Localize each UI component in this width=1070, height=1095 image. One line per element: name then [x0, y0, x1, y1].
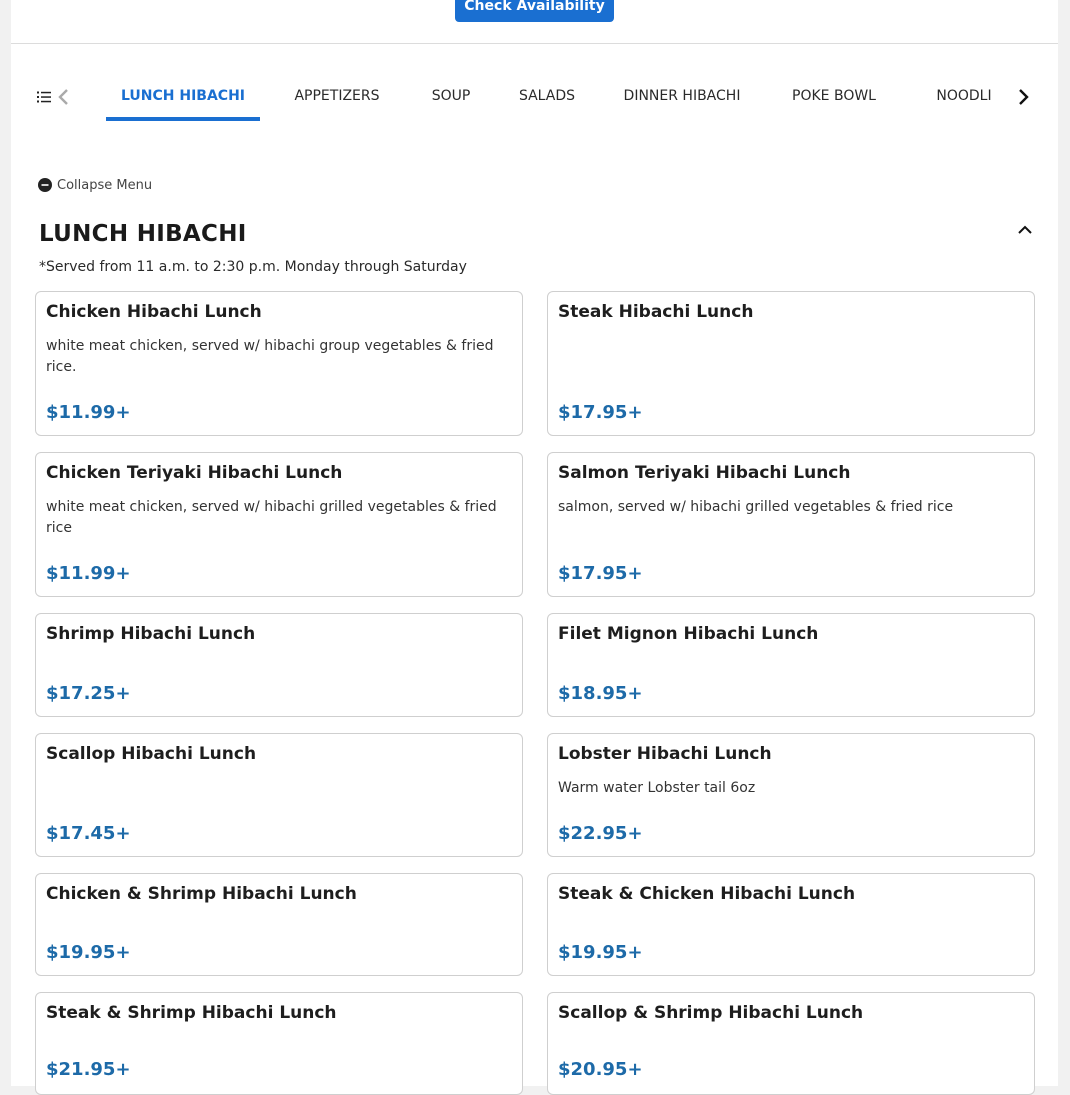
tab-soup[interactable]: SOUP: [431, 88, 471, 104]
item-description: salmon, served w/ hibachi grilled vegetables & fried rice: [558, 499, 954, 515]
item-name: Scallop Hibachi Lunch: [46, 744, 257, 764]
item-price: $17.45+: [46, 823, 131, 844]
menu-page: [11, 0, 1058, 1086]
menu-item-card[interactable]: [547, 733, 1035, 857]
item-price: $11.99+: [46, 563, 131, 584]
item-price: $11.99+: [46, 402, 131, 423]
tab-noodles[interactable]: NOODLI: [936, 88, 992, 104]
chevron-right-icon[interactable]: [1015, 87, 1033, 107]
menu-item-card[interactable]: [35, 291, 523, 436]
item-price: $22.95+: [558, 823, 643, 844]
menu-item-card[interactable]: [35, 613, 523, 717]
header-bar: [11, 0, 1058, 44]
collapse-menu-toggle[interactable]: [38, 177, 152, 193]
category-nav: [11, 60, 1058, 124]
check-availability-button[interactable]: Check Availability: [455, 0, 614, 22]
item-name: Steak & Chicken Hibachi Lunch: [558, 884, 856, 904]
menu-item-card[interactable]: [35, 992, 523, 1095]
item-name: Scallop & Shrimp Hibachi Lunch: [558, 1003, 864, 1023]
menu-item-card[interactable]: [547, 291, 1035, 436]
minus-circle-icon: [38, 178, 52, 192]
tab-salads[interactable]: SALADS: [518, 88, 576, 104]
chevron-left-icon[interactable]: [56, 87, 72, 107]
tab-lunch-hibachi[interactable]: LUNCH HIBACHI: [120, 88, 245, 104]
item-price: $17.95+: [558, 402, 643, 423]
item-price: $21.95+: [46, 1059, 131, 1080]
item-description: white meat chicken, served w/ hibachi grilled vegetables & fried rice: [46, 499, 497, 536]
collapse-menu-label: Collapse Menu: [57, 177, 153, 193]
item-name: Shrimp Hibachi Lunch: [46, 624, 256, 644]
item-name: Steak & Shrimp Hibachi Lunch: [46, 1003, 337, 1023]
list-icon[interactable]: [37, 90, 51, 104]
chevron-up-icon[interactable]: [1017, 222, 1033, 236]
menu-item-card[interactable]: [547, 452, 1035, 597]
menu-item-card[interactable]: [547, 613, 1035, 717]
tab-dinner-hibachi[interactable]: DINNER HIBACHI: [623, 88, 741, 104]
menu-item-card[interactable]: [35, 452, 523, 597]
section-title: LUNCH HIBACHI: [39, 221, 247, 247]
menu-item-card[interactable]: [35, 873, 523, 976]
category-tabs: [106, 60, 992, 124]
item-name: Chicken Teriyaki Hibachi Lunch: [46, 463, 343, 483]
item-name: Steak Hibachi Lunch: [558, 302, 754, 322]
item-name: Chicken & Shrimp Hibachi Lunch: [46, 884, 357, 904]
menu-item-card[interactable]: [35, 733, 523, 857]
item-price: $17.95+: [558, 563, 643, 584]
item-description: Warm water Lobster tail 6oz: [558, 780, 756, 796]
item-price: $17.25+: [46, 683, 131, 704]
item-name: Lobster Hibachi Lunch: [558, 744, 772, 764]
item-name: Filet Mignon Hibachi Lunch: [558, 624, 819, 644]
menu-item-card[interactable]: [547, 992, 1035, 1095]
item-price: $19.95+: [46, 942, 131, 963]
tab-poke-bowl[interactable]: POKE BOWL: [792, 88, 876, 104]
tab-appetizers[interactable]: APPETIZERS: [294, 88, 380, 104]
active-tab-indicator: [106, 117, 260, 121]
section-note: *Served from 11 a.m. to 2:30 p.m. Monday through Saturday: [39, 259, 467, 275]
item-price: $18.95+: [558, 683, 643, 704]
item-name: Salmon Teriyaki Hibachi Lunch: [558, 463, 851, 483]
item-price: $20.95+: [558, 1059, 643, 1080]
item-name: Chicken Hibachi Lunch: [46, 302, 262, 322]
item-description: white meat chicken, served w/ hibachi group vegetables & fried rice.: [46, 338, 494, 375]
menu-item-card[interactable]: [547, 873, 1035, 976]
item-price: $19.95+: [558, 942, 643, 963]
